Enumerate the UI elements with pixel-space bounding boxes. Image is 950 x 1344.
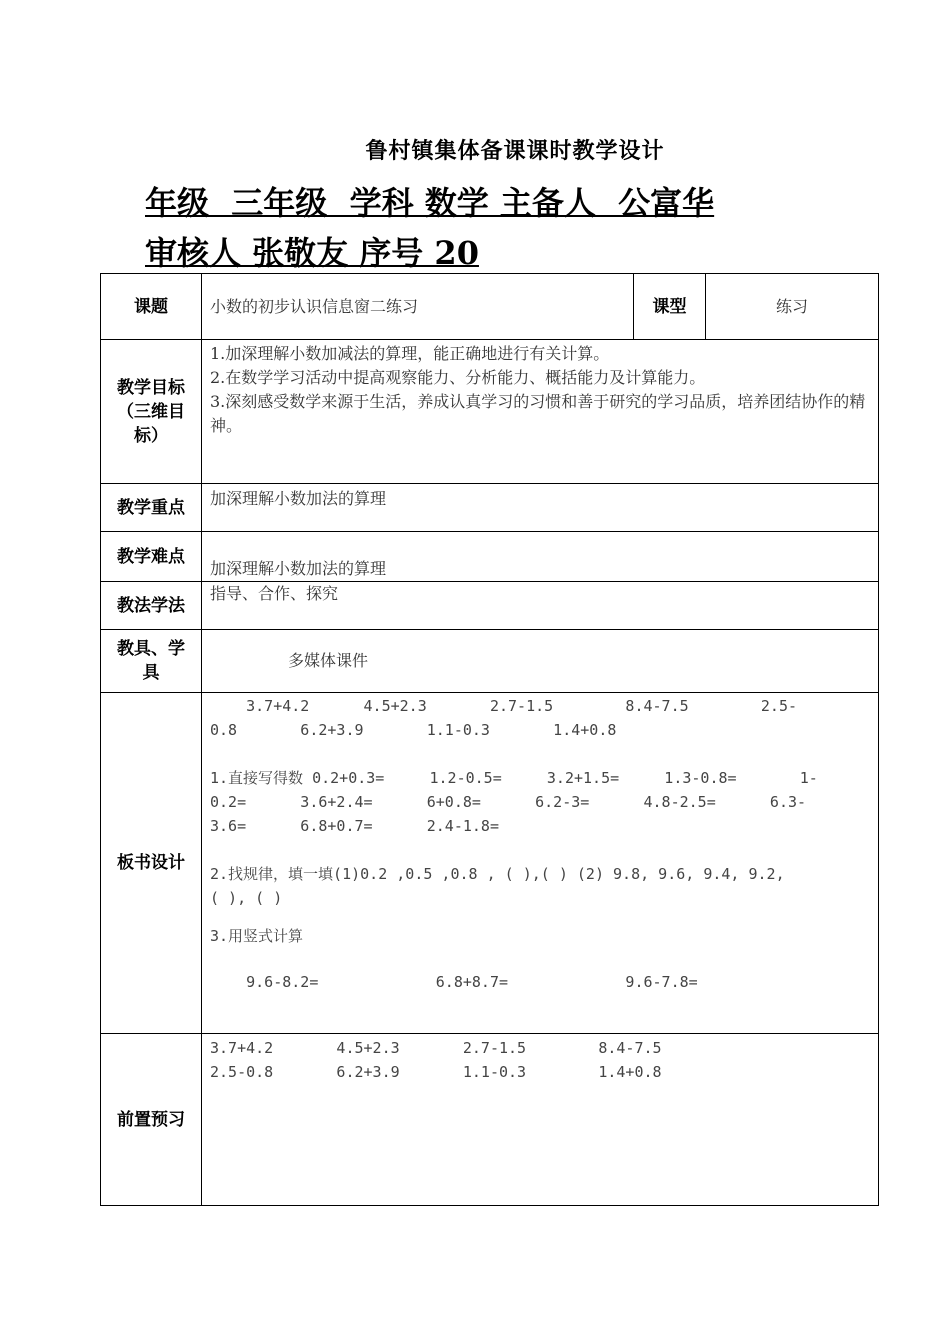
board-line: 3.7+4.2 4.5+2.3 2.7-1.5 8.4-7.5 2.5- (210, 697, 797, 715)
method-value: 指导、合作、探究 (210, 584, 339, 603)
tools-label-line1: 教具、学 (117, 639, 185, 659)
tools-label-line2: 具 (142, 663, 160, 683)
method-label: 教法学法 (101, 582, 202, 630)
table-row-goals (101, 340, 879, 484)
board-line: 0.2= 3.6+2.4= 6+0.8= 6.2-3= 4.8-2.5= 6.3- (210, 793, 807, 811)
table-row-tools (101, 630, 879, 693)
topic-label: 课题 (101, 274, 202, 340)
board-line: ( ), ( ) (210, 889, 283, 907)
goals-label-line1: 教学目标 (117, 377, 185, 398)
preview-content (202, 1034, 878, 1087)
difficulty-value: 加深理解小数加法的算理 (210, 559, 387, 578)
goals-label-line3: 标） (134, 425, 168, 446)
goal-item: 2.在数学学习活动中提高观察能力、分析能力、概括能力及计算能力。 (210, 368, 706, 387)
table-row-key-point (101, 484, 879, 532)
preview-line: 3.7+4.2 4.5+2.3 2.7-1.5 8.4-7.5 (210, 1039, 662, 1057)
goals-label-line2: （三维目 (117, 401, 185, 422)
difficulty-label: 教学难点 (101, 532, 202, 582)
table-row-difficulty (101, 532, 879, 582)
board-line: 2.找规律，填一填(1)0.2 ,0.5 ,0.8 , ( ),( ) (2) 9.8, 9.6, 9.4, 9.2, (210, 865, 785, 883)
table-row-topic (101, 274, 879, 340)
preview-label: 前置预习 (101, 1034, 202, 1206)
table-row-method (101, 582, 879, 630)
tools-value: 多媒体课件 (288, 651, 369, 670)
lesson-plan-table (100, 273, 879, 1206)
goal-item: 1.加深理解小数加减法的算理，能正确地进行有关计算。 (210, 344, 610, 363)
type-value: 练习 (775, 296, 808, 316)
key-point-value: 加深理解小数加法的算理 (210, 489, 387, 508)
preview-line: 2.5-0.8 6.2+3.9 1.1-0.3 1.4+0.8 (210, 1063, 662, 1081)
board-line: 3.6= 6.8+0.7= 2.4-1.8= (210, 817, 499, 835)
table-row-board (101, 693, 879, 1034)
table-row-preview (101, 1034, 879, 1206)
goals-list (202, 340, 878, 441)
header-grade-subject: 年级 三年级 学科 数学 主备人 公富华 (145, 184, 715, 222)
type-label: 课型 (634, 274, 706, 340)
board-line: 3.用竖式计算 (210, 927, 304, 945)
header-reviewer-number: 审核人 张敬友 序号 20 (145, 234, 479, 272)
board-line: 0.8 6.2+3.9 1.1-0.3 1.4+0.8 (210, 721, 617, 739)
goals-label (101, 340, 202, 484)
goal-item: 3.深刻感受数学来源于生活，养成认真学习的习惯和善于研究的学习品质，培养团结协作的精神。 (210, 392, 866, 435)
tools-label (101, 630, 202, 693)
key-point-label: 教学重点 (101, 484, 202, 532)
document-title: 鲁村镇集体备课课时教学设计 (365, 138, 665, 164)
board-label: 板书设计 (101, 693, 202, 1034)
topic-value: 小数的初步认识信息窗二练习 (210, 296, 419, 316)
board-line: 9.6-8.2= 6.8+8.7= 9.6-7.8= (210, 973, 698, 991)
board-line: 1.直接写得数 0.2+0.3= 1.2-0.5= 3.2+1.5= 1.3-0.8= 1- (210, 769, 818, 787)
board-content (202, 693, 878, 997)
